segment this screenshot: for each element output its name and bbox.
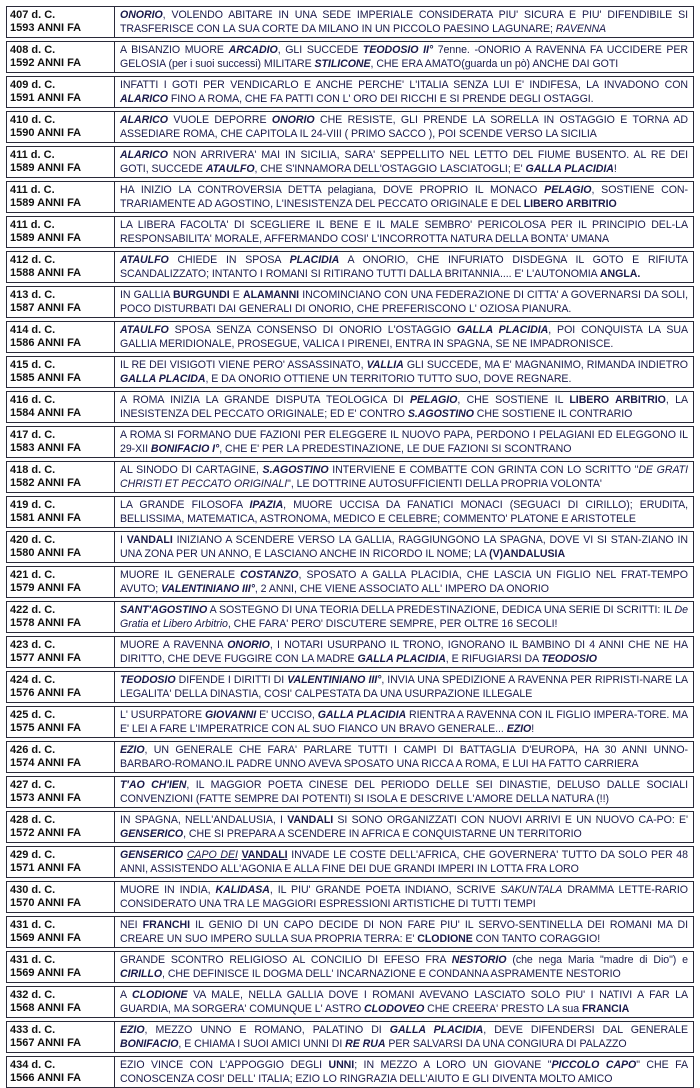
row-year: 411 d. C.	[10, 183, 55, 196]
row-description-text: GENSERICO CAPO DEI VANDALI INVADE LE COSTE DELL'AFRICA, CHE GOVERNERA' TUTTO DA SOLO PER 48 ANNI, ASSISTENDO ALL'AGONIA E ALLA FINE DEI DUE GRANDI IMPERI IN LOTTA FRA LORO	[120, 849, 688, 875]
row-years-ago: 1571 ANNI FA	[10, 862, 82, 874]
row-description	[115, 707, 693, 737]
row-description	[115, 987, 693, 1017]
row-description	[115, 497, 693, 527]
row-date-cell	[7, 567, 115, 597]
row-description-text: TEODOSIO DIFENDE I DIRITTI DI VALENTINIANO III°, INVIA UNA SPEDIZIONE A RAVENNA PER RIPRISTI-NARE LA LEGALITA' DELLA DINASTIA, COSI' CALPESTATA DA UNA USURPAZIONE ILLEGALE	[120, 674, 688, 700]
row-description-text: IL RE DEI VISIGOTI VIENE PERO' ASSASSINATO, VALLIA GLI SUCCEDE, MA E' MAGNANIMO, RIMANDA INDIETRO GALLA PLACIDA, E DA ONORIO OTTIENE UN TERRITORIO TUTTO SUO, DOVE REGNARE.	[120, 359, 688, 385]
row-year: 410 d. C.	[10, 113, 56, 126]
timeline-row	[6, 1021, 694, 1053]
timeline-row	[6, 566, 694, 598]
row-year: 408 d. C.	[10, 43, 56, 56]
row-year: 434 d. C.	[10, 1058, 56, 1071]
row-description-text: A ROMA INIZIA LA GRANDE DISPUTA TEOLOGICA DI PELAGIO, CHE SOSTIENE IL LIBERO ARBITRIO, LA INESISTENZA DEL PECCATO ORIGINALE; ED E' CONTRO S.AGOSTINO CHE SOSTIENE IL CONTRARIO	[120, 394, 688, 420]
row-description	[115, 602, 693, 632]
row-years-ago: 1589 ANNI FA	[10, 232, 82, 244]
row-year: 417 d. C.	[10, 428, 56, 441]
row-description	[115, 742, 693, 772]
row-date-cell	[7, 882, 115, 912]
row-year: 411 d. C.	[10, 218, 55, 231]
row-years-ago: 1569 ANNI FA	[10, 967, 82, 979]
row-description	[115, 777, 693, 807]
row-description	[115, 847, 693, 877]
row-description-text: EZIO, MEZZO UNNO E ROMANO, PALATINO DI GALLA PLACIDIA, DEVE DIFENDERSI DAL GENERALE BONIFACIO, E CHIAMA I SUOI AMICI UNNI DI RE RUA PER SALVARSI DA UNA CONGIURA DI PALAZZO	[120, 1024, 688, 1050]
row-years-ago: 1570 ANNI FA	[10, 897, 82, 909]
row-description	[115, 217, 693, 247]
timeline-row	[6, 181, 694, 213]
row-year: 423 d. C.	[10, 638, 56, 651]
timeline-row	[6, 461, 694, 493]
row-years-ago: 1591 ANNI FA	[10, 92, 82, 104]
row-date-cell	[7, 812, 115, 842]
row-date-cell	[7, 637, 115, 667]
row-description	[115, 882, 693, 912]
row-year: 412 d. C.	[10, 253, 56, 266]
row-date-cell	[7, 532, 115, 562]
row-years-ago: 1578 ANNI FA	[10, 617, 82, 629]
row-year: 421 d. C.	[10, 568, 56, 581]
row-date-cell	[7, 1057, 115, 1087]
row-date-cell	[7, 7, 115, 37]
row-years-ago: 1587 ANNI FA	[10, 302, 82, 314]
row-description	[115, 567, 693, 597]
row-years-ago: 1582 ANNI FA	[10, 477, 82, 489]
row-description-text: ATAULFO CHIEDE IN SPOSA PLACIDIA A ONORIO, CHE INFURIATO DISDEGNA IL GOTO E RIFIUTA SCANDALIZZATO; INTANTO I ROMANI SI RITIRANO TUTTI DALLA BRITANNIA.... E' L'AUTONOMIA ANGLA.	[120, 254, 688, 280]
row-date-cell	[7, 602, 115, 632]
row-description	[115, 182, 693, 212]
row-date-cell	[7, 392, 115, 422]
timeline-row	[6, 671, 694, 703]
row-date-cell	[7, 287, 115, 317]
row-description-text: IN GALLIA BURGUNDI E ALAMANNI INCOMINCIANO CON UNA FEDERAZIONE DI CITTA' A GOVERNARSI DA SOLI, POCO DISTURBATI DAI GENERALI DI ONORIO, CHE PREFERISCONO L' OZIOSA PIANURA.	[120, 289, 688, 315]
row-description	[115, 427, 693, 457]
row-years-ago: 1573 ANNI FA	[10, 792, 82, 804]
row-description	[115, 357, 693, 387]
row-years-ago: 1579 ANNI FA	[10, 582, 82, 594]
row-year: 409 d. C.	[10, 78, 56, 91]
row-description-text: I VANDALI INIZIANO A SCENDERE VERSO LA GALLIA, RAGGIUNGONO LA SPAGNA, DOVE VI SI STAN-ZIANO IN UNA ZONA PER UN ANNO, E LASCIANO ANCHE IN RICORDO IL NOME; LA (V)ANDALUSIA	[120, 534, 688, 560]
row-years-ago: 1593 ANNI FA	[10, 22, 82, 34]
timeline-row	[6, 706, 694, 738]
row-description	[115, 1057, 693, 1087]
row-year: 433 d. C.	[10, 1023, 56, 1036]
row-description	[115, 952, 693, 982]
row-year: 420 d. C.	[10, 533, 56, 546]
row-date-cell	[7, 917, 115, 947]
timeline-row	[6, 321, 694, 353]
row-description	[115, 462, 693, 492]
row-years-ago: 1592 ANNI FA	[10, 57, 82, 69]
row-date-cell	[7, 112, 115, 142]
timeline-row	[6, 916, 694, 948]
timeline-row	[6, 6, 694, 38]
row-date-cell	[7, 707, 115, 737]
row-description-text: INFATTI I GOTI PER VENDICARLO E ANCHE PERCHE' L'ITALIA SENZA LUI E' INDIFESA, LA INVADONO CON ALARICO FINO A ROMA, CHE FA PATTI CON L' ORO DEI RICCHI E SI PRENDE DEGLI OSTAGGI.	[120, 79, 688, 105]
row-description	[115, 252, 693, 282]
timeline-row	[6, 601, 694, 633]
row-date-cell	[7, 42, 115, 72]
timeline-row	[6, 496, 694, 528]
row-date-cell	[7, 252, 115, 282]
row-description	[115, 322, 693, 352]
row-year: 411 d. C.	[10, 148, 55, 161]
row-description-text: MUORE A RAVENNA ONORIO, I NOTARI USURPANO IL TRONO, IGNORANO IL BAMBINO DI 4 ANNI CHE NE HA DIRITTO, CHE DEVE FUGGIRE CON LA MADRE GALLA PLACIDIA, E RIFUGIARSI DA TEODOSIO	[120, 639, 688, 665]
row-description-text: LA LIBERA FACOLTA' DI SCEGLIERE IL BENE E IL MALE SEMBRO' PERICOLOSA PER IL PRINCIPIO DEL-LA RESPONSABILITA' MORALE, AFFERMANDO COSI' L'INCORROTTA NATURA DELLA BONTA' UMANA	[120, 219, 688, 245]
row-description-text: ATAULFO SPOSA SENZA CONSENSO DI ONORIO L'OSTAGGIO GALLA PLACIDIA, POI CONQUISTA LA SUA GALLIA MERIDIONALE, PROSEGUE, VALICA I PIRENEI, ENTRA IN SPAGNA, SE NE IMPADRONISCE.	[120, 324, 688, 350]
row-years-ago: 1568 ANNI FA	[10, 1002, 82, 1014]
timeline-row	[6, 391, 694, 423]
row-year: 413 d. C.	[10, 288, 56, 301]
row-description-text: GRANDE SCONTRO RELIGIOSO AL CONCILIO DI EFESO FRA NESTORIO (che nega Maria "madre di Dio") e CIRILLO, CHE DEFINISCE IL DOGMA DELL' INCARNAZIONE E CONDANNA ASPRAMENTE NESTORIO	[120, 954, 688, 980]
timeline-row	[6, 881, 694, 913]
row-date-cell	[7, 427, 115, 457]
timeline-row	[6, 741, 694, 773]
row-date-cell	[7, 497, 115, 527]
row-year: 414 d. C.	[10, 323, 56, 336]
row-description-text: A BISANZIO MUORE ARCADIO, GLI SUCCEDE TEODOSIO II° 7enne. -ONORIO A RAVENNA FA UCCIDERE PER GELOSIA (per i suoi successi) MILITARE STILICONE, CHE ERA AMATO(guarda un pò) ANCHE DAI GOTI	[120, 44, 689, 70]
row-years-ago: 1569 ANNI FA	[10, 932, 82, 944]
row-years-ago: 1585 ANNI FA	[10, 372, 82, 384]
row-description	[115, 112, 693, 142]
row-year: 419 d. C.	[10, 498, 56, 511]
row-description	[115, 42, 693, 72]
row-date-cell	[7, 987, 115, 1017]
row-year: 428 d. C.	[10, 813, 56, 826]
row-date-cell	[7, 182, 115, 212]
timeline-row	[6, 636, 694, 668]
row-description	[115, 287, 693, 317]
row-date-cell	[7, 952, 115, 982]
row-description	[115, 917, 693, 947]
row-description	[115, 77, 693, 107]
row-years-ago: 1576 ANNI FA	[10, 687, 82, 699]
row-description-text: AL SINODO DI CARTAGINE, S.AGOSTINO INTERVIENE E COMBATTE CON GRINTA CON LO SCRITTO "DE GRATI CHRISTI ET PECCATO ORIGINALI", LE DOTTRINE AUTOSUFFICIENTI DELLA PROPRIA VOLONTA'	[120, 464, 688, 490]
row-description-text: EZIO, UN GENERALE CHE FARA' PARLARE TUTTI I CAMPI DI BATTAGLIA D'EUROPA, HA 30 ANNI UNNO-BARBARO-ROMANO.IL PADRE UNNO AVEVA SPOSATO UNA RICCA A ROMA, E LUI HA FATTO CARRIERA	[120, 744, 688, 770]
row-description	[115, 1022, 693, 1052]
row-years-ago: 1575 ANNI FA	[10, 722, 82, 734]
row-description-text: HA INIZIO LA CONTROVERSIA DETTA pelagiana, DOVE PROPRIO IL MONACO PELAGIO, SOSTIENE CON-TRARIAMENTE AD AGOSTINO, L'INESISTENZA DEL PECCATO ORIGINALE E DEL LIBERO ARBITRIO	[120, 184, 689, 210]
row-date-cell	[7, 322, 115, 352]
timeline-row	[6, 76, 694, 108]
row-year: 416 d. C.	[10, 393, 56, 406]
timeline-row	[6, 216, 694, 248]
row-date-cell	[7, 462, 115, 492]
row-year: 426 d. C.	[10, 743, 56, 756]
row-year: 432 d. C.	[10, 988, 56, 1001]
row-year: 430 d. C.	[10, 883, 56, 896]
timeline-row	[6, 776, 694, 808]
row-year: 422 d. C.	[10, 603, 56, 616]
row-date-cell	[7, 847, 115, 877]
row-years-ago: 1588 ANNI FA	[10, 267, 82, 279]
row-year: 431 d. C.	[10, 953, 56, 966]
row-years-ago: 1583 ANNI FA	[10, 442, 82, 454]
row-years-ago: 1589 ANNI FA	[10, 162, 82, 174]
row-years-ago: 1590 ANNI FA	[10, 127, 82, 139]
timeline-row	[6, 846, 694, 878]
row-years-ago: 1580 ANNI FA	[10, 547, 82, 559]
row-years-ago: 1572 ANNI FA	[10, 827, 82, 839]
row-description	[115, 392, 693, 422]
timeline-row	[6, 1056, 694, 1088]
row-description	[115, 637, 693, 667]
row-description	[115, 532, 693, 562]
row-description-text: MUORE IN INDIA, KALIDASA, IL PIU' GRANDE POETA INDIANO, SCRIVE SAKUNTALA DRAMMA LETTE-RARIO CONSIDERATO UNA TRA LE MAGGIORI ESPRESSIONI ARTISTICHE DI TUTTI TEMPI	[120, 884, 688, 910]
row-description-text: EZIO VINCE CON L'APPOGGIO DEGLI UNNI; IN MEZZO A LORO UN GIOVANE "PICCOLO CAPO" CHE FA CONOSCENZA COSI' DELL' ITALIA; EZIO LO RINGRAZIA DELL'AIUTO E GLI DIVENTA MOLTO AMICO	[120, 1059, 688, 1085]
row-years-ago: 1574 ANNI FA	[10, 757, 82, 769]
row-description-text: IN SPAGNA, NELL'ANDALUSIA, I VANDALI SI SONO ORGANIZZATI CON NUOVI ARRIVI E UN NUOVO CA-PO: E' GENSERICO, CHE SI PREPARA A SCENDERE IN AFRICA E CONQUISTARNE UN TERRITORIO	[120, 814, 688, 840]
timeline-row	[6, 356, 694, 388]
timeline-row	[6, 811, 694, 843]
row-year: 407 d. C.	[10, 8, 56, 21]
row-description-text: NEI FRANCHI IL GENIO DI UN CAPO DECIDE DI NON FARE PIU' IL SERVO-SENTINELLA DEI ROMANI MA DI CREARE UN SUO IMPERO SULLA SUA PROPRIA TERRA: E' CLODIONE CON TANTO CORAGGIO!	[120, 919, 688, 945]
row-year: 431 d. C.	[10, 918, 56, 931]
row-years-ago: 1584 ANNI FA	[10, 407, 82, 419]
row-year: 415 d. C.	[10, 358, 56, 371]
row-years-ago: 1581 ANNI FA	[10, 512, 82, 524]
row-year: 425 d. C.	[10, 708, 56, 721]
row-description-text: ALARICO NON ARRIVERA' MAI IN SICILIA, SARA' SEPPELLITO NEL LETTO DEL FIUME BUSENTO. AL RE DEI GOTI, SUCCEDE ATAULFO, CHE S'INNAMORA DELL'OSTAGGIO LASCIATOGLI; E' GALLA PLACIDIA!	[120, 149, 688, 175]
timeline-row	[6, 286, 694, 318]
row-date-cell	[7, 742, 115, 772]
row-year: 424 d. C.	[10, 673, 56, 686]
row-description-text: A CLODIONE VA MALE, NELLA GALLIA DOVE I ROMANI AVEVANO LASCIATO SOLO PIU' I NATIVI A FAR LA GUARDIA, MA SORGERA' COMUNQUE L' ASTRO CLODOVEO CHE CREERA' PRESTO LA sua FRANCIA	[120, 989, 688, 1015]
row-description	[115, 147, 693, 177]
row-description	[115, 672, 693, 702]
row-year: 427 d. C.	[10, 778, 56, 791]
row-description-text: T'AO CH'IEN, IL MAGGIOR POETA CINESE DEL PERIODO DELLE SEI DINASTIE, DELUSO DALLE SOCIALI CONVENZIONI (FATTE SEMPRE DAI POTENTI) SI ISOLA E DESCRIVE L'AMORE DELLA NATURA (!!)	[120, 779, 688, 805]
row-date-cell	[7, 147, 115, 177]
row-description-text: SANT'AGOSTINO A SOSTEGNO DI UNA TEORIA DELLA PREDESTINAZIONE, DEDICA UNA SERIE DI SCRITTI: IL De Gratia et Libero Arbitrio, CHE FARA' PERO' DISCUTERE SEMPRE, PER OLTRE 16 SECOLI!	[120, 604, 688, 630]
row-description-text: A ROMA SI FORMANO DUE FAZIONI PER ELEGGERE IL NUOVO PAPA, PERDONO I PELAGIANI ED ELEGGONO IL 29-XII BONIFACIO I°, CHE E' PER LA PREDESTINAZIONE, LE DUE FAZIONI SI SCONTRANO	[120, 429, 688, 455]
row-date-cell	[7, 672, 115, 702]
timeline-row	[6, 41, 694, 73]
row-description	[115, 812, 693, 842]
timeline-row	[6, 531, 694, 563]
timeline-row	[6, 251, 694, 283]
timeline-row	[6, 986, 694, 1018]
row-description-text: LA GRANDE FILOSOFA IPAZIA, MUORE UCCISA DA FANATICI MONACI (SEGUACI DI CIRILLO); ERUDITA, BELLISSIMA, MATEMATICA, ASTRONOMA, MEDICO E CELEBRE; COMMENTO' PLATONE E ARISTOTELE	[120, 499, 688, 525]
timeline-row	[6, 146, 694, 178]
row-years-ago: 1567 ANNI FA	[10, 1037, 82, 1049]
row-year: 418 d. C.	[10, 463, 56, 476]
row-description-text: ONORIO, VOLENDO ABITARE IN UNA SEDE IMPERIALE CONSIDERATA PIU' SICURA E PIU' DIFENDIBILE SI TRASFERISCE CON LA SUA CORTE DA MILANO IN UN PICCOLO PAESINO LAGUNARE; RAVENNA	[120, 9, 688, 35]
row-description-text: L' USURPATORE GIOVANNI E' UCCISO, GALLA PLACIDIA RIENTRA A RAVENNA CON IL FIGLIO IMPERA-TORE. MA E' LEI A FARE L'IMPERATRICE CON AL SUO FIANCO UN BRAVO GENERALE... EZIO!	[120, 709, 688, 735]
row-years-ago: 1566 ANNI FA	[10, 1072, 82, 1084]
timeline-row	[6, 951, 694, 983]
row-date-cell	[7, 1022, 115, 1052]
row-description-text: ALARICO VUOLE DEPORRE ONORIO CHE RESISTE, GLI PRENDE LA SORELLA IN OSTAGGIO E TORNA AD ASSEDIARE ROMA, CHE CAPITOLA IL 24-VIII ( PRIMO SACCO ), POI SCENDE VERSO LA SICILIA	[120, 114, 688, 140]
row-years-ago: 1577 ANNI FA	[10, 652, 82, 664]
row-description-text: MUORE IL GENERALE COSTANZO, SPOSATO A GALLA PLACIDIA, CHE LASCIA UN FIGLIO NEL FRAT-TEMPO AVUTO; VALENTINIANO III°, 2 ANNI, CHE VIENE ASSOCIATO ALL' IMPERO DA ONORIO	[120, 569, 688, 595]
row-date-cell	[7, 217, 115, 247]
timeline-page	[6, 6, 694, 1085]
row-year: 429 d. C.	[10, 848, 56, 861]
row-years-ago: 1586 ANNI FA	[10, 337, 82, 349]
timeline-table	[6, 6, 694, 1088]
row-date-cell	[7, 777, 115, 807]
timeline-row	[6, 111, 694, 143]
row-date-cell	[7, 357, 115, 387]
timeline-row	[6, 426, 694, 458]
row-date-cell	[7, 77, 115, 107]
row-years-ago: 1589 ANNI FA	[10, 197, 82, 209]
row-description	[115, 7, 693, 37]
